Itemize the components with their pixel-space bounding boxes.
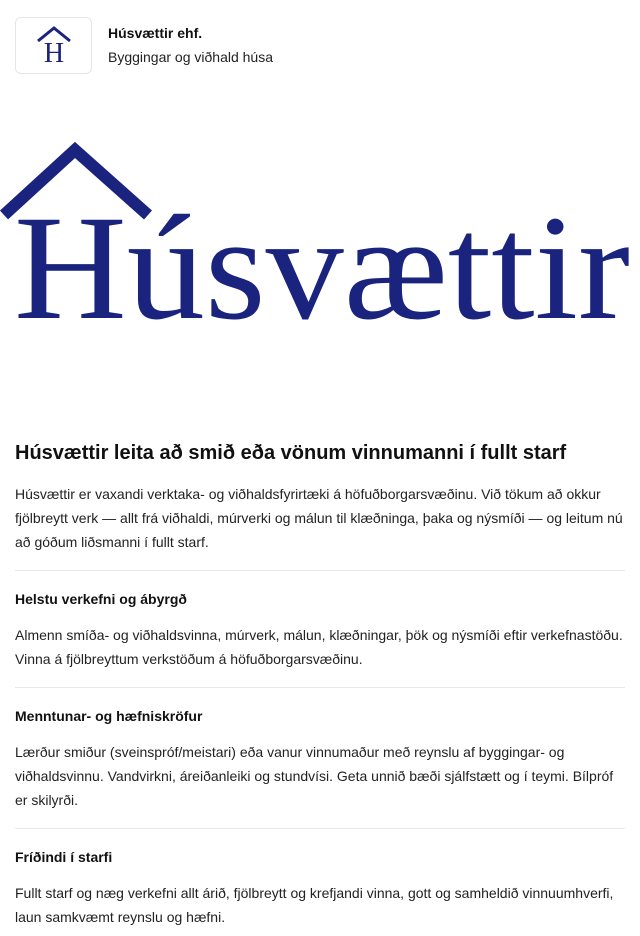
job-intro: Húsvættir er vaxandi verktaka- og viðhaldsfyrirtæki á höfuðborgarsvæðinu. Við tökum að okkur fjölbreytt verk — allt frá viðhaldi, múrverki og málun til klæðninga, þaka og nýsmíði — og leitum nú að góðum liðsmanni í fullt starf. <box>15 486 623 550</box>
company-logo[interactable] <box>15 17 92 74</box>
divider <box>15 687 625 688</box>
divider <box>15 828 625 829</box>
section-text-benefits: Fullt starf og næg verkefni allt árið, fjölbreytt og krefjandi vinna, gott og samheldið vinnuumhverfi, laun samkvæmt reynslu og hæfni. <box>15 885 614 925</box>
svg-text:H: H <box>43 38 64 65</box>
job-title: Húsvættir leita að smið eða vönum vinnumanni í fullt starf <box>15 442 567 464</box>
company-tagline: Byggingar og viðhald húsa <box>108 49 274 65</box>
company-name: Húsvættir ehf. <box>108 25 203 41</box>
hero-wordmark-text: Húsvættir <box>14 185 630 340</box>
company-header <box>15 16 625 74</box>
section-heading-responsibilities: Helstu verkefni og ábyrgð <box>15 591 187 607</box>
house-logo-icon <box>34 25 74 65</box>
section-text-qualifications: Lærður smiður (sveinspróf/meistari) eða vanur vinnumaður með reynslu af byggingar- og viðhaldsvinnu. Vandvirkni, áreiðanleiki og stundvísi. Geta unnið bæði sjálfstætt og í teymi. Bílpróf er skilyrði. <box>15 744 614 808</box>
section-heading-benefits: Fríðindi í starfi <box>15 849 113 865</box>
job-posting <box>15 440 625 929</box>
section-text-responsibilities: Almenn smíða- og viðhaldsvinna, múrverk, málun, klæðningar, þök og nýsmíði eftir verkefnastöðu. Vinna á fjölbreyttum verkstöðum á höfuðborgarsvæðinu. <box>15 627 623 667</box>
hero-wordmark-logo <box>0 140 640 340</box>
section-heading-qualifications: Menntunar- og hæfniskröfur <box>15 708 203 724</box>
divider <box>15 570 625 571</box>
